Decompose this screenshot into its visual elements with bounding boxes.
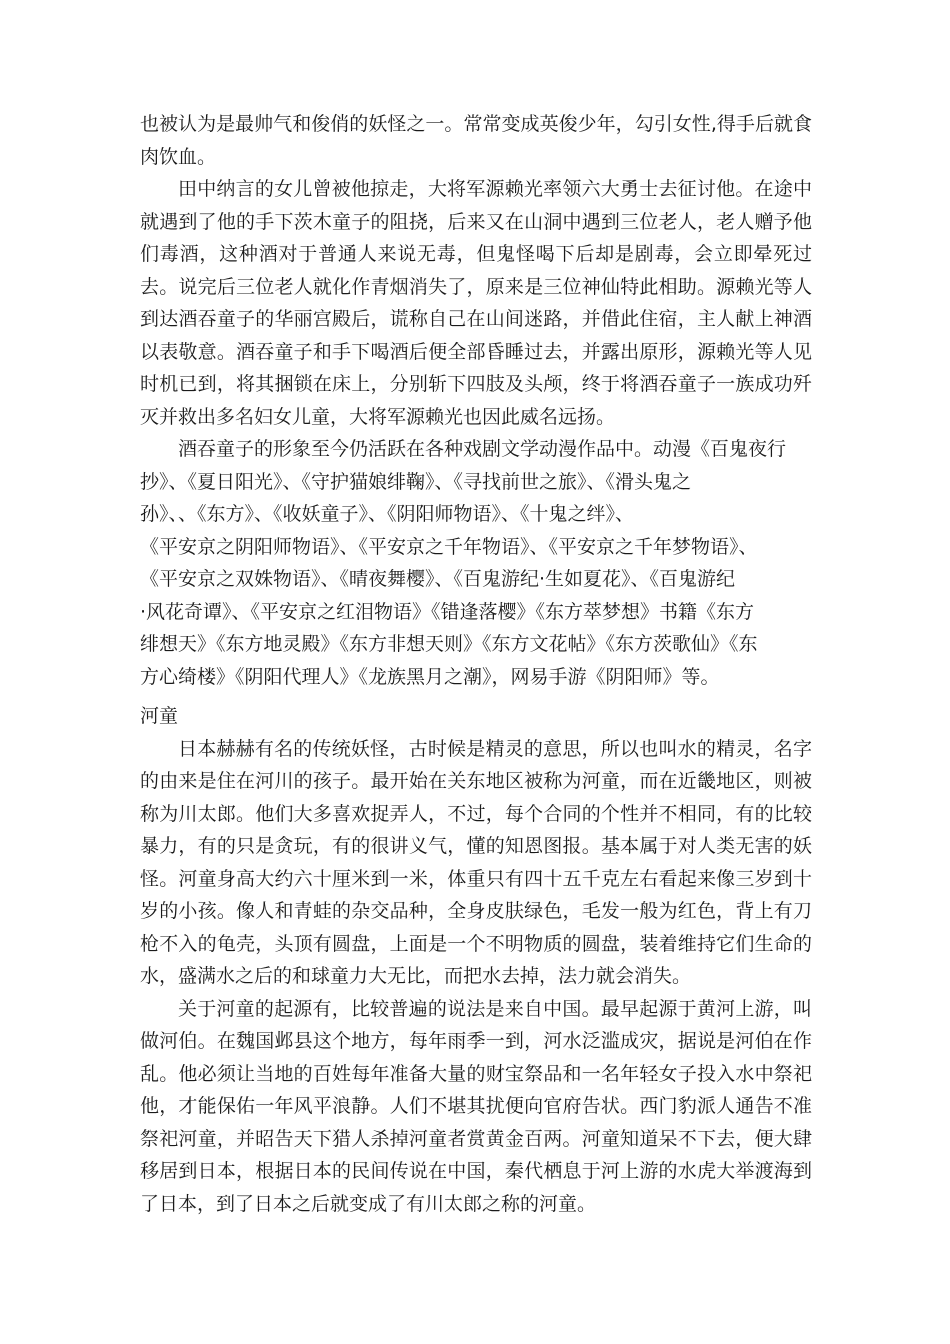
paragraph-raikou-story: 田中纳言的女儿曾被他掠走，大将军源赖光率领六大勇士去征讨他。在途中就遇到了他的手下茨木童子的阻挠，后来又在山洞中遇到三位老人，老人赠予他们毒酒，这种酒对于普通人来说无毒，但鬼怪喝下后却是剧毒，会立即晕死过去。说完后三位老人就化作青烟消失了，原来是三位神仙特此相助。源赖光等人到达酒吞童子的华丽宫殿后，谎称自己在山间迷路，并借此住宿，主人献上神酒以表敬意。酒吞童子和手下喝酒后便全部昏睡过去，并露出原形，源赖光等人见时机已到，将其捆锁在床上，分别斩下四肢及头颅，终于将酒吞童子一族成功歼灭并救出多名妇女儿童，大将军源赖光也因此威名远扬。 bbox=[140, 178, 812, 428]
media-line: 方心绮楼》《阴阳代理人》《龙族黑月之潮》，网易手游《阴阳师》等。 bbox=[140, 665, 720, 688]
shuten-doji-section bbox=[140, 108, 812, 693]
media-line: 绯想天》《东方地灵殿》《东方非想天则》《东方文花帖》《东方茨歌仙》《东 bbox=[140, 633, 758, 655]
media-line: ·风花奇谭》、《平安京之红泪物语》《错逢落樱》《东方萃梦想》书籍《东方 bbox=[140, 600, 755, 623]
paragraph-intro-continuation: 也被认为是最帅气和俊俏的妖怪之一。常常变成英俊少年，勾引女性,得手后就食肉饮血。 bbox=[140, 113, 812, 168]
paragraph-media-works bbox=[140, 433, 812, 693]
media-line: 孙》、、《东方》、《收妖童子》、《阴阳师物语》、《十鬼之绊》、 bbox=[140, 503, 635, 525]
paragraph-kappa-origin: 关于河童的起源有，比较普遍的说法是来自中国。最早起源于黄河上游，叫做河伯。在魏国邺县这个地方，每年雨季一到，河水泛滥成灾，据说是河伯在作乱。他必须让当地的百姓每年准备大量的财宝祭品和一名年轻女子投入水中祭祀他，才能保佑一年风平浪静。人们不堪其扰便向官府告状。西门豹派人通告不准祭祀河童，并昭告天下猎人杀掉河童者赏黄金百两。河童知道呆不下去，便大肆移居到日本，根据日本的民间传说在中国，秦代栖息于河上游的水虎大举渡海到了日本，到了日本之后就变成了有川太郎之称的河童。 bbox=[140, 997, 812, 1215]
section-heading-kappa: 河童 bbox=[140, 705, 179, 727]
media-line: 抄》、《夏日阳光》、《守护猫娘绯鞠》、《寻找前世之旅》、《滑头鬼之 bbox=[140, 470, 692, 493]
kappa-section bbox=[140, 700, 812, 1220]
paragraph-kappa-description: 日本赫赫有名的传统妖怪，古时候是精灵的意思，所以也叫水的精灵，名字的由来是住在河川的孩子。最开始在关东地区被称为河童，而在近畿地区，则被称为川太郎。他们大多喜欢捉弄人，不过，每个合同的个性并不相同，有的比较暴力，有的只是贪玩，有的很讲义气，懂的知恩图报。基本属于对人类无害的妖怪。河童身高大约六十厘米到一米，体重只有四十五千克左右看起来像三岁到十岁的小孩。像人和青蛙的杂交品种，全身皮肤绿色，毛发一般为红色，背上有刀枪不入的龟壳，头顶有圆盘，上面是一个不明物质的圆盘，装着维持它们生命的水，盛满水之后的和球童力大无比，而把水去掉，法力就会消失。 bbox=[140, 737, 812, 987]
media-line: 《平安京之双姝物语》、《晴夜舞樱》、《百鬼游纪·生如夏花》、《百鬼游纪 bbox=[140, 568, 736, 590]
media-line: 《平安京之阴阳师物语》、《平安京之千年物语》、《平安京之千年梦物语》、 bbox=[140, 535, 758, 558]
media-line: 酒吞童子的形象至今仍活跃在各种戏剧文学动漫作品中。动漫《百鬼夜行 bbox=[178, 438, 787, 460]
